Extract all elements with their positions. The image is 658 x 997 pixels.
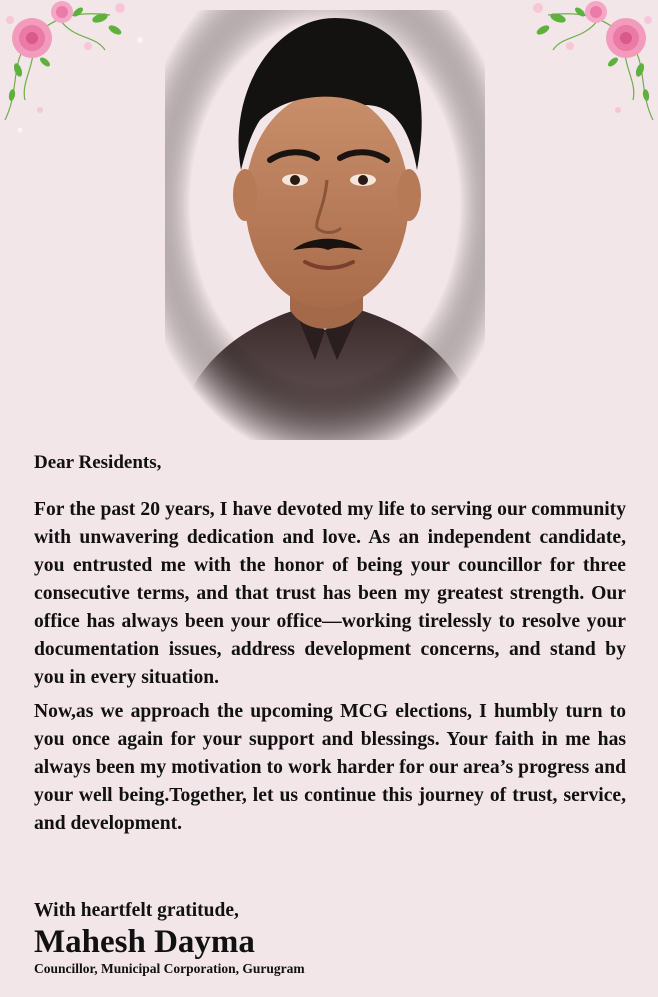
pink-rose-icon bbox=[12, 18, 52, 58]
salutation: Dear Residents, bbox=[34, 452, 162, 473]
letter-paragraph-2: Now,as we approach the upcoming MCG elections, I humbly turn to you once again for your support and blessings. Your faith in me has always been my motivation to work harder for our area’s progress and your well being.Together, let us continue this journey of trust, service, and development. bbox=[34, 701, 626, 834]
candidate-portrait bbox=[165, 10, 485, 440]
letter-paragraph-1: For the past 20 years, I have devoted my life to serving our community with unwavering dedication and love. As an independent candidate, you entrusted me with the honor of being your councillor for three consecutive terms, and that trust has been my greatest strength. Our office has always been your office—working tirelessly to resolve your documentation issues, address development concerns, and stand by you in every situation. bbox=[34, 499, 626, 688]
closing-line: With heartfelt gratitude, bbox=[34, 900, 239, 921]
letter-body bbox=[34, 452, 626, 844]
floral-corner-left bbox=[0, 0, 150, 140]
pink-rose-icon bbox=[606, 18, 646, 58]
signature-block bbox=[34, 900, 634, 977]
signatory-designation: Councillor, Municipal Corporation, Gurugram bbox=[34, 961, 305, 976]
signatory-name: Mahesh Dayma bbox=[34, 924, 255, 960]
floral-corner-right bbox=[508, 0, 658, 140]
